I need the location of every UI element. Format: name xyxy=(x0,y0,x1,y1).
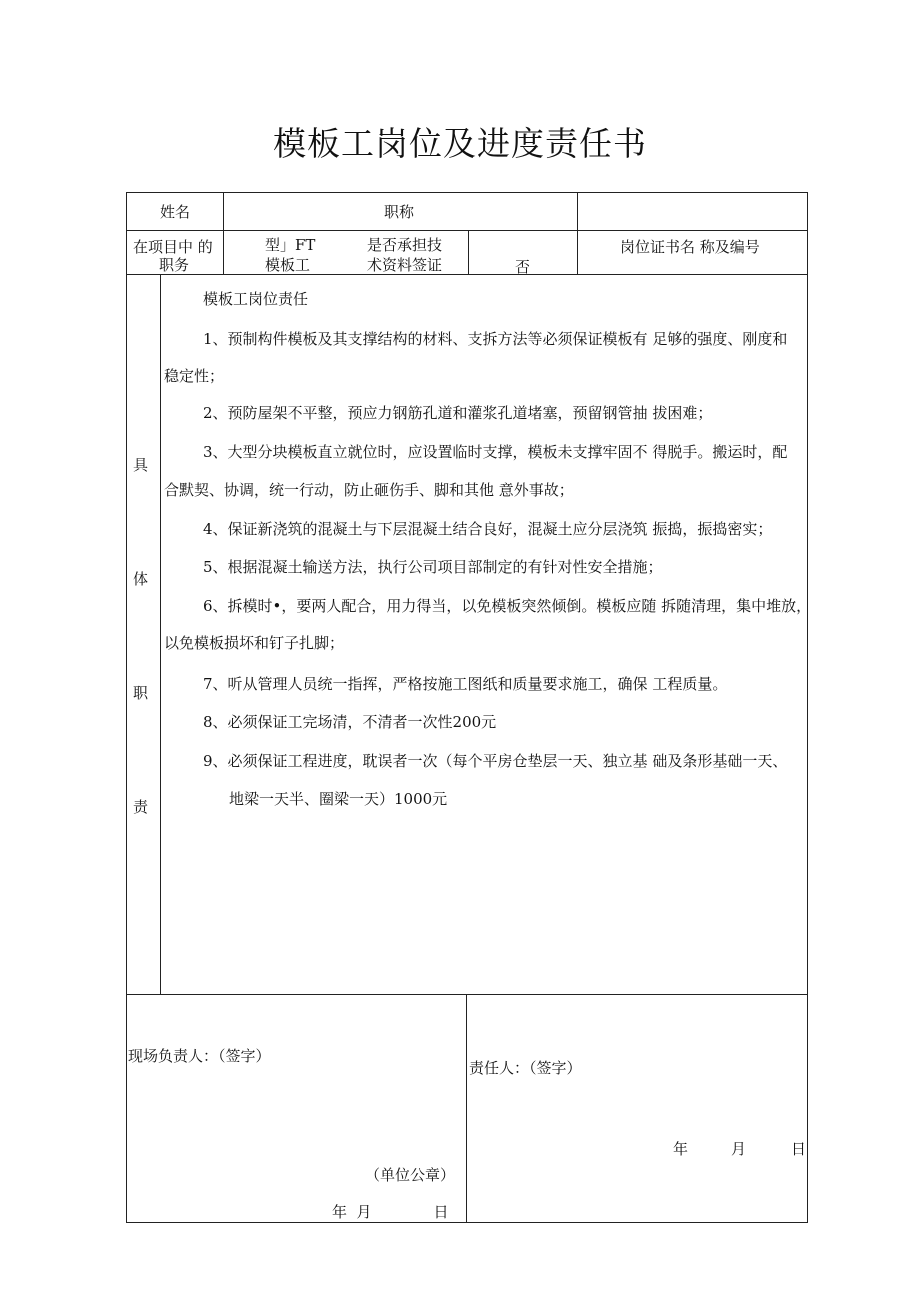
duty-line: 2、预防屋架不平整，预应力钢筋孔道和灌浆孔道堵塞，预留钢管抽 拔困难； xyxy=(203,404,713,422)
table-right-border xyxy=(807,192,808,1223)
duty-line: 地梁一天半、圈梁一天）1000元 xyxy=(229,790,448,808)
duties-heading: 模板工岗位责任 xyxy=(203,290,309,308)
table-top-border xyxy=(126,192,808,193)
project-role-value-line1: 型」FT xyxy=(265,236,316,254)
row2-divider xyxy=(126,274,808,275)
duty-line: 1、预制构件模板及其支撑结构的材料、支拆方法等必须保证模板有 足够的强度、刚度和 xyxy=(203,330,788,348)
table-bottom-border xyxy=(126,1222,808,1223)
footer-col-divider xyxy=(466,994,467,1223)
side-label-divider xyxy=(160,274,161,995)
professional-title-label: 职称 xyxy=(384,203,415,221)
side-label-1: 具 xyxy=(133,456,149,474)
duty-line: 4、保证新浇筑的混凝土与下层混凝土结合良好，混凝土应分层浇筑 振捣，振捣密实； xyxy=(203,520,773,538)
project-role-label-line1: 在项目中 的 xyxy=(133,238,213,256)
duty-line: 稳定性； xyxy=(164,367,225,385)
project-role-label-line2: 职务 xyxy=(159,256,190,274)
right-date-day: 日 xyxy=(791,1140,807,1158)
left-date: 年 月 日 xyxy=(332,1203,449,1221)
right-date-year: 年 xyxy=(673,1140,689,1158)
side-label-4: 责 xyxy=(133,798,149,816)
tech-signoff-label-line2: 术资料签证 xyxy=(367,256,443,274)
right-date-month: 月 xyxy=(731,1140,747,1158)
duty-line: 8、必须保证工完场清，不清者一次性200元 xyxy=(203,713,497,731)
name-label: 姓名 xyxy=(160,203,191,221)
tech-signoff-label-line1: 是否承担技 xyxy=(367,236,443,254)
header-col-divider-2 xyxy=(577,192,578,275)
side-label-3: 职 xyxy=(133,684,149,702)
header-col-divider-1 xyxy=(223,192,224,275)
header-col-divider-3 xyxy=(468,230,469,275)
certificate-label: 岗位证书名 称及编号 xyxy=(620,238,760,256)
responsible-person-signature: 责任人：（签字） xyxy=(469,1059,582,1077)
tech-signoff-value: 否 xyxy=(515,258,531,276)
duty-line: 7、听从管理人员统一指挥，严格按施工图纸和质量要求施工，确保 工程质量。 xyxy=(203,675,728,693)
project-role-value-line2: 模板工 xyxy=(265,256,311,274)
duty-line: 合默契、协调，统一行动，防止砸伤手、脚和其他 意外事故； xyxy=(164,481,574,499)
duty-line: 9、必须保证工程进度，耽误者一次（每个平房仓垫层一天、独立基 础及条形基础一天、 xyxy=(203,752,788,770)
duty-line: 6、拆模时•，要两人配合，用力得当，以免模板突然倾倒。模板应随 拆随清理，集中堆放， xyxy=(203,597,812,615)
site-manager-signature: 现场负责人：（签字） xyxy=(128,1047,271,1065)
row1-divider xyxy=(126,230,808,231)
document-title: 模板工岗位及进度责任书 xyxy=(273,124,647,163)
duty-line: 以免模板损坏和钉子扎脚； xyxy=(164,634,345,652)
duty-line: 5、根据混凝土输送方法，执行公司项目部制定的有针对性安全措施； xyxy=(203,558,663,576)
side-label-2: 体 xyxy=(133,570,149,588)
table-left-border xyxy=(126,192,127,1223)
duties-bottom-divider xyxy=(126,994,808,995)
duty-line: 3、大型分块模板直立就位时，应设置临时支撑，模板未支撑牢固不 得脱手。搬运时，配 xyxy=(203,443,788,461)
unit-seal: （单位公章） xyxy=(365,1166,456,1184)
